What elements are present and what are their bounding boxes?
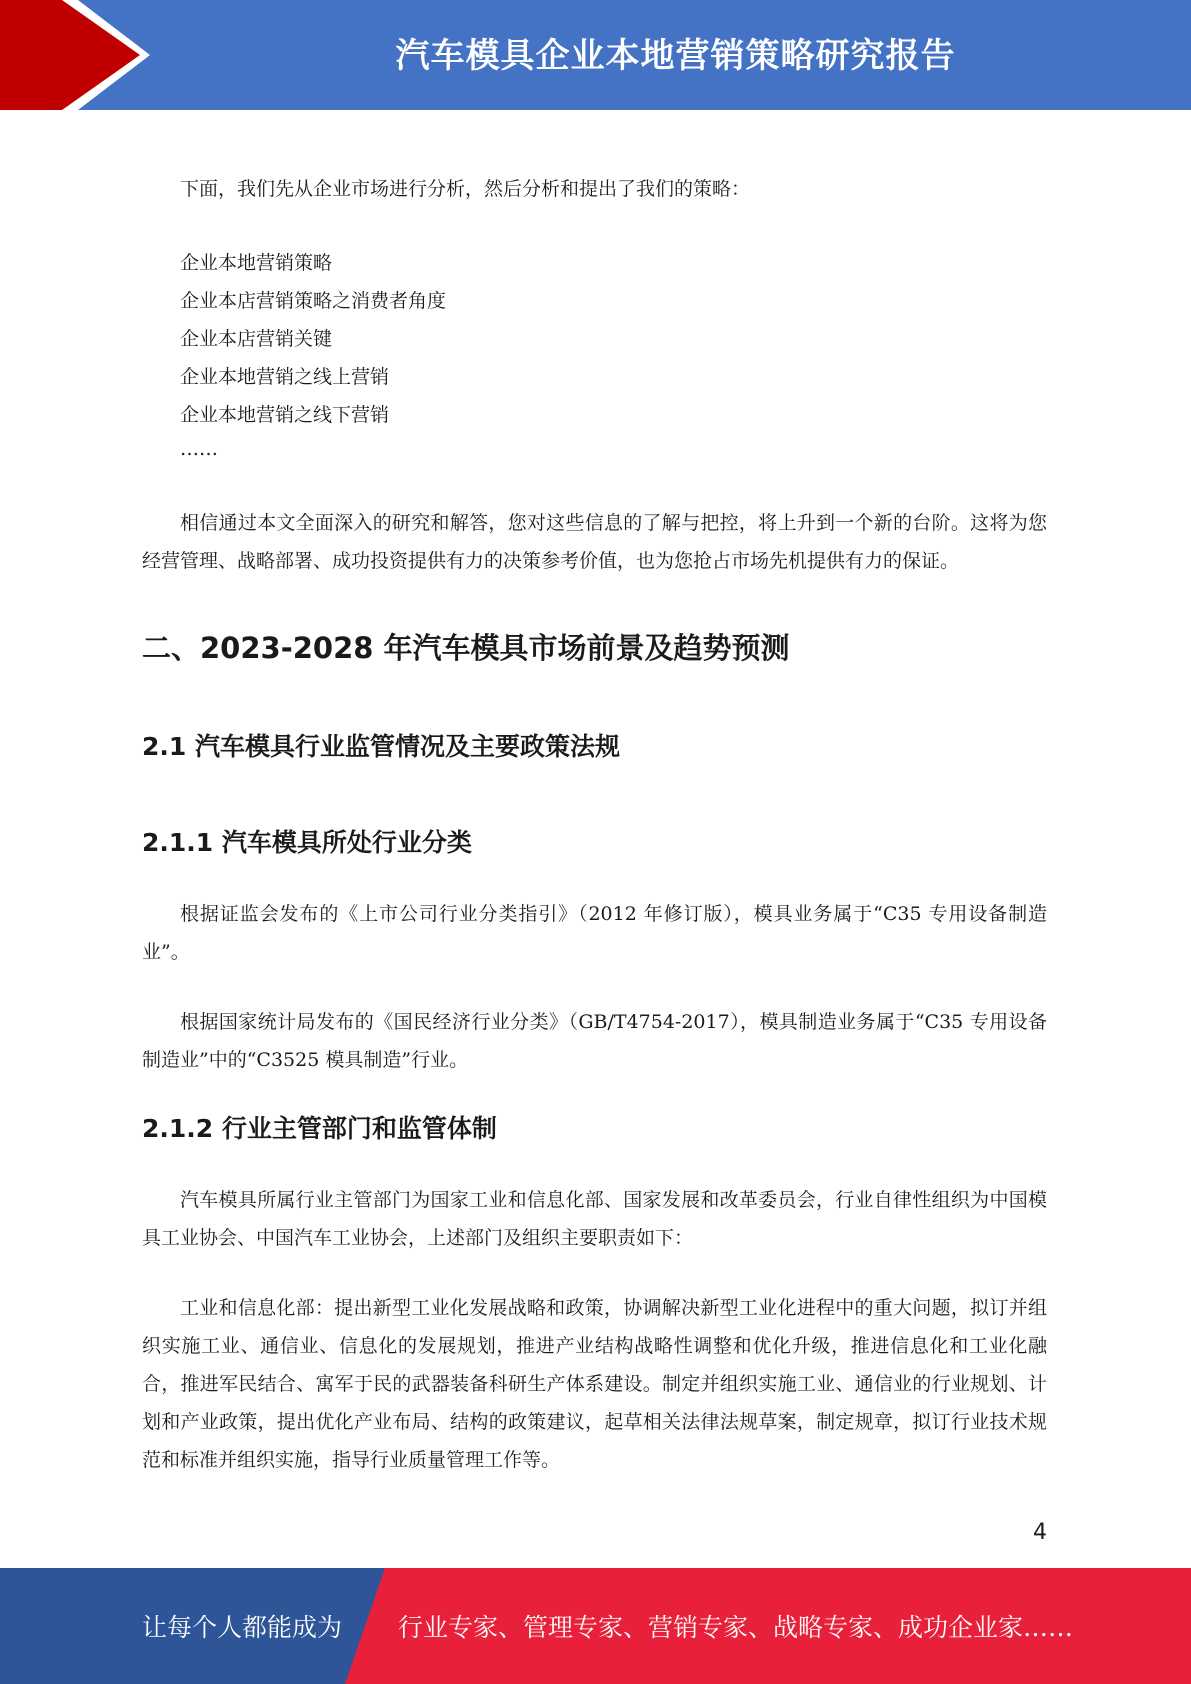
list-item: 企业本店营销策略之消费者角度: [180, 290, 447, 312]
list-item: 企业本地营销策略: [180, 252, 333, 274]
section-2-1-2-heading: 2.1.2 行业主管部门和监管体制: [142, 1114, 497, 1143]
section-2-heading: 二、2023-2028 年汽车模具市场前景及趋势预测: [142, 631, 790, 665]
list-item: 企业本地营销之线下营销: [180, 404, 390, 426]
footer-slogan-left: 让每个人都能成为: [142, 1613, 343, 1642]
footer-band: [0, 1568, 1191, 1684]
list-item: 企业本店营销关键: [180, 328, 333, 350]
body-paragraph: 汽车模具所属行业主管部门为国家工业和信息化部、国家发展和改革委员会，行业自律性组织为中国模具工业协会、中国汽车工业协会，上述部门及组织主要职责如下：: [142, 1189, 1047, 1249]
list-item: 企业本地营销之线上营销: [180, 366, 390, 388]
report-title: 汽车模具企业本地营销策略研究报告: [395, 36, 956, 76]
body-paragraph: 根据国家统计局发布的《国民经济行业分类》（GB/T4754-2017），模具制造业务属于“C35 专用设备制造业”中的“C3525 模具制造”行业。: [142, 1011, 1047, 1071]
strategy-list: [142, 244, 1047, 464]
footer-slogan-right: 行业专家、管理专家、营销专家、战略专家、成功企业家……: [398, 1613, 1074, 1642]
intro-paragraph: 下面，我们先从企业市场进行分析，然后分析和提出了我们的策略：: [180, 178, 751, 200]
body-paragraph: 工业和信息化部：提出新型工业化发展战略和政策，协调解决新型工业化进程中的重大问题，拟订并组织实施工业、通信业、信息化的发展规划，推进产业结构战略性调整和优化升级，推进信息化和工业化融合，推进军民结合、寓军于民的武器装备科研生产体系建设。制定并组织实施工业、通信业的行业规划、计划和产业政策，提出优化产业布局、结构的政策建议，起草相关法律法规草案，制定规章，拟订行业技术规范和标准并组织实施，指导行业质量管理工作等。: [142, 1297, 1047, 1471]
body-paragraph: 根据证监会发布的《上市公司行业分类指引》（2012 年修订版），模具业务属于“C35 专用设备制造业”。: [142, 903, 1047, 963]
header-band: [0, 0, 1191, 110]
list-item-ellipsis: ……: [180, 438, 218, 460]
page-content: [142, 170, 1047, 1479]
section-2-1-1-heading: 2.1.1 汽车模具所处行业分类: [142, 828, 472, 857]
section-2-1-heading: 2.1 汽车模具行业监管情况及主要政策法规: [142, 732, 620, 761]
closing-paragraph: 相信通过本文全面深入的研究和解答，您对这些信息的了解与把控，将上升到一个新的台阶。这将为您经营管理、战略部署、成功投资提供有力的决策参考价值，也为您抢占市场先机提供有力的保证。: [142, 512, 1047, 572]
page-number: 4: [1033, 1520, 1047, 1545]
